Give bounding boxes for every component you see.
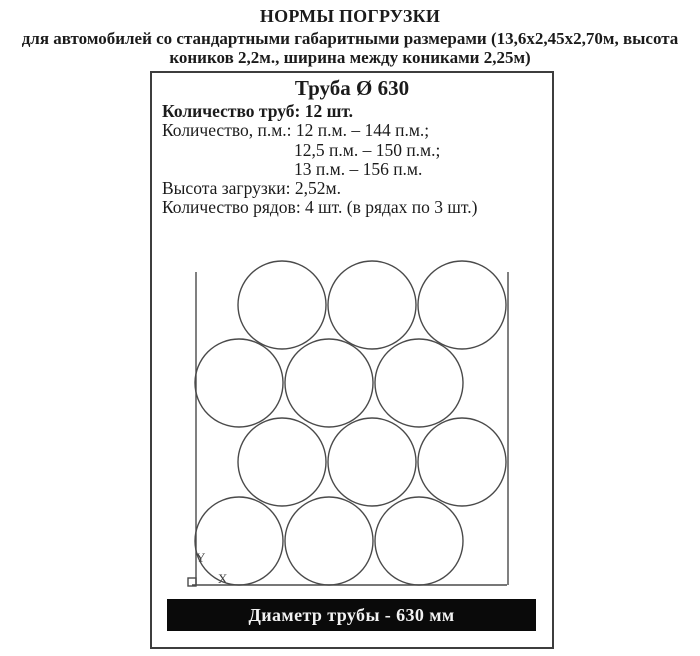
spec-linear-meters-value-3: 13 п.м. – 156 п.м.: [294, 158, 423, 179]
page-subtitle-line1: для автомобилей со стандартными габаритными размерами (13,6х2,45х2,70м, высота: [21, 29, 679, 48]
pipe-circle: [195, 497, 283, 585]
pipe-circle: [285, 339, 373, 427]
page-title: НОРМЫ ПОГРУЗКИ: [259, 6, 441, 26]
pipe-circle: [375, 339, 463, 427]
page-subtitle-line2: коников 2,2м., ширина между кониками 2,25м): [169, 48, 531, 67]
spec-rows-count: Количество рядов: 4 шт. (в рядах по 3 шт.): [162, 197, 478, 218]
pipe-circle: [418, 418, 506, 506]
spec-load-height: Высота загрузки: 2,52м.: [162, 178, 341, 199]
spec-pipes-count: Количество труб: 12 шт.: [162, 101, 353, 121]
pipe-circle: [375, 497, 463, 585]
load-norm-card: [150, 71, 554, 649]
pipe-circle: [418, 261, 506, 349]
pipe-circle: [328, 261, 416, 349]
spec-linear-meters-label: Количество, п.м.:: [162, 120, 292, 141]
axis-y-label: Y: [196, 550, 206, 565]
pipe-stack-diagram: [152, 73, 552, 647]
pipe-circle: [238, 418, 326, 506]
pipe-circle: [328, 418, 416, 506]
pipe-circle: [285, 497, 373, 585]
spec-linear-meters-value-2: 12,5 п.м. – 150 п.м.;: [294, 139, 441, 160]
pipe-diameter-banner: Диаметр трубы - 630 мм: [167, 599, 536, 631]
pipe-circle: [195, 339, 283, 427]
pipe-circle: [238, 261, 326, 349]
page-header: [0, 0, 700, 67]
spec-linear-meters-value-1: 12 п.м. – 144 п.м.;: [295, 120, 430, 141]
page-subtitle: [0, 29, 700, 67]
axis-x-label: X: [218, 571, 228, 586]
card-title: Труба Ø 630: [294, 76, 410, 100]
